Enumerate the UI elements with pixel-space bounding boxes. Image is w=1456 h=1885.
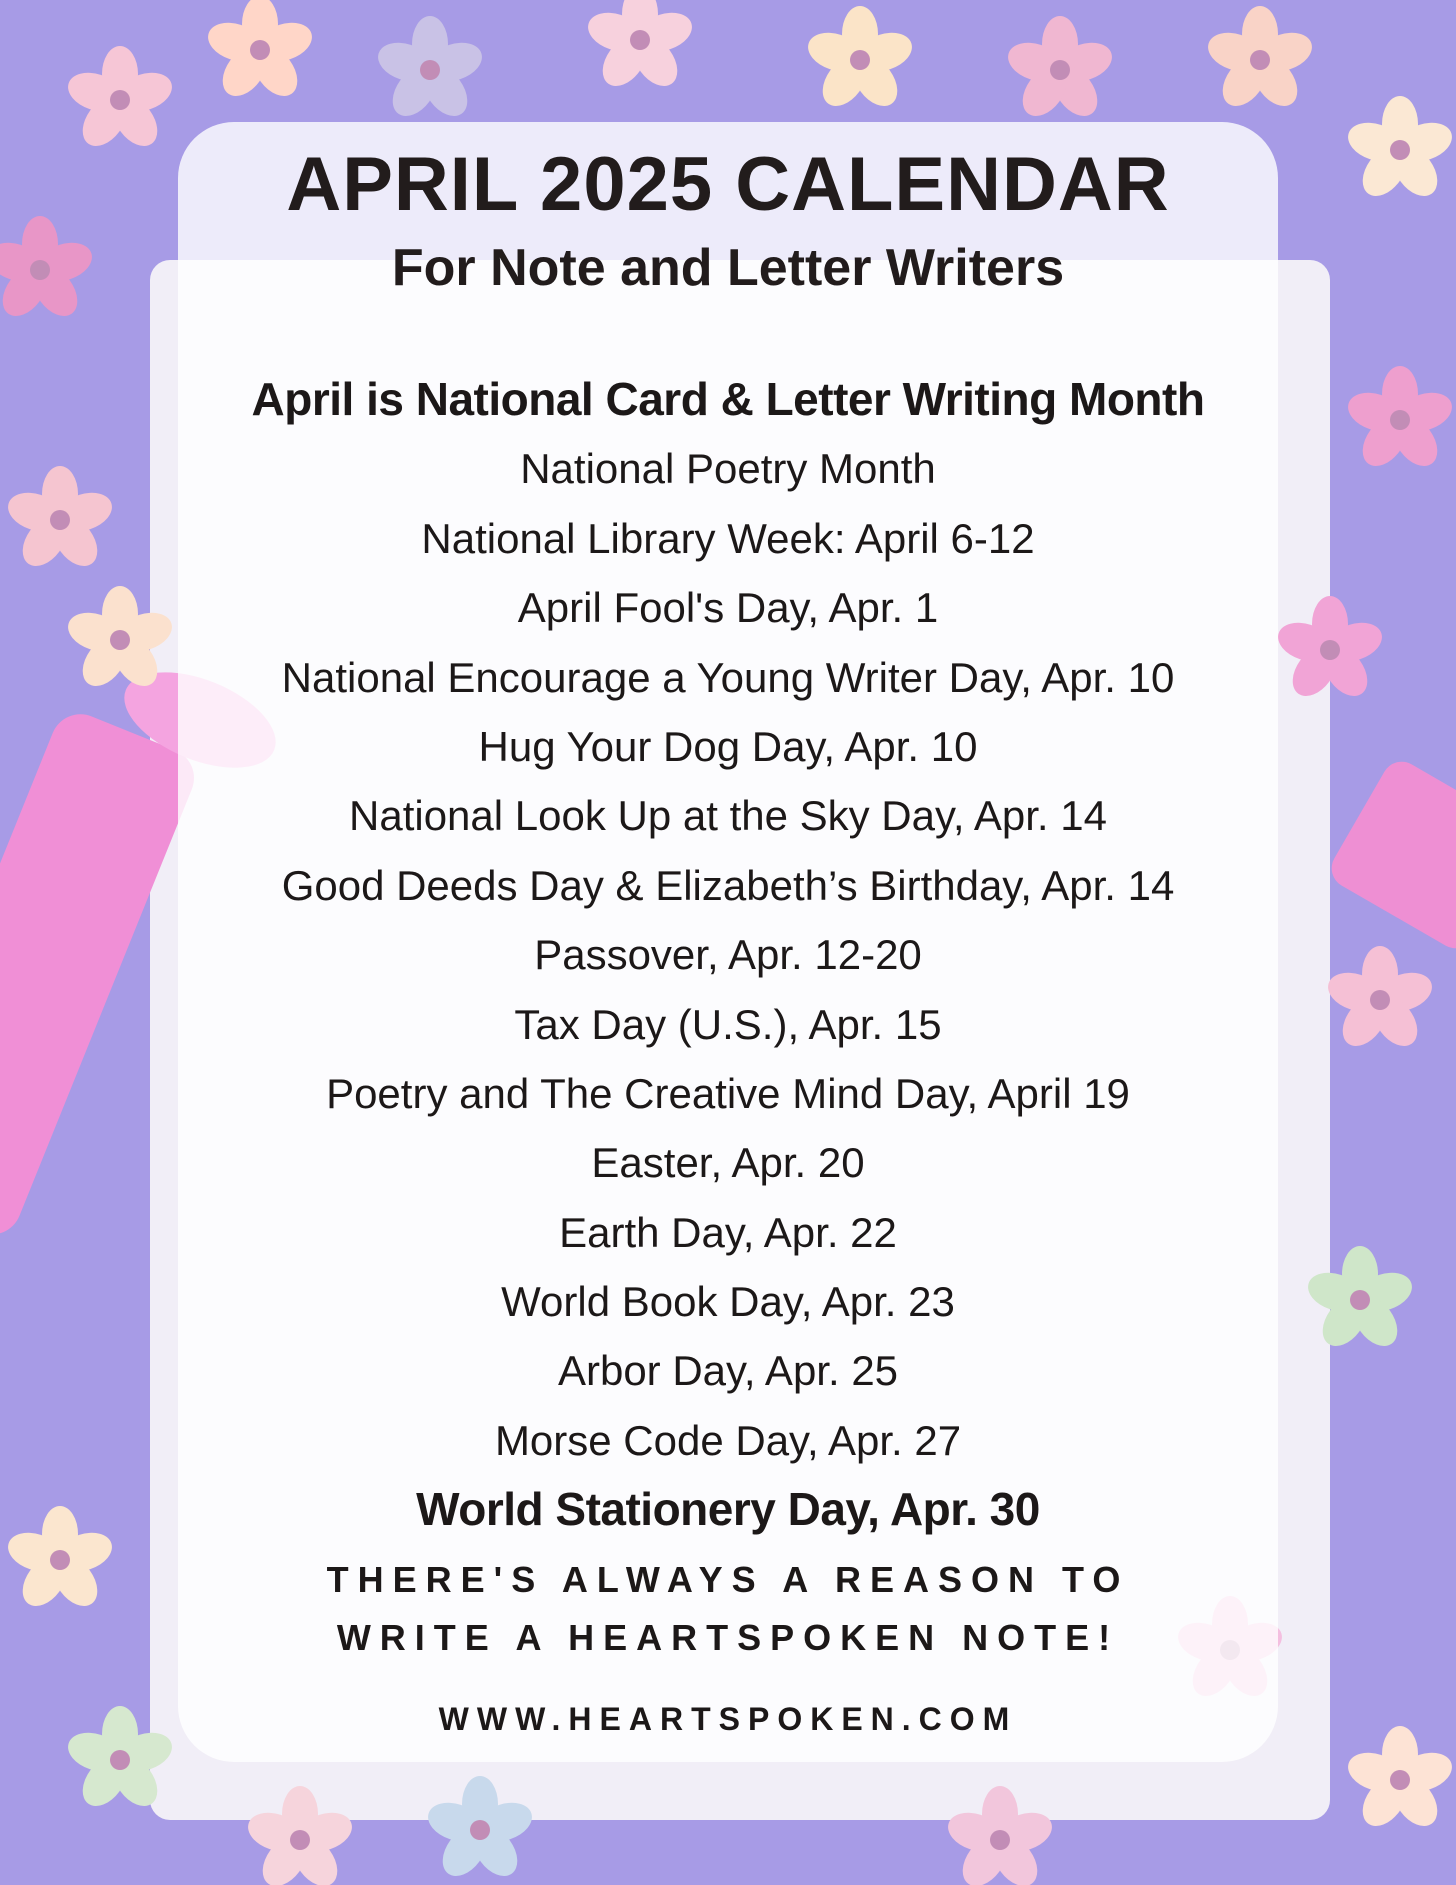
page-subtitle: For Note and Letter Writers xyxy=(391,239,1065,297)
event-item: National Encourage a Young Writer Day, Apr. 10 xyxy=(281,653,1175,701)
event-item: Poetry and The Creative Mind Day, April 19 xyxy=(326,1069,1130,1117)
tagline xyxy=(0,1551,1456,1667)
event-item: Earth Day, Apr. 22 xyxy=(559,1208,897,1256)
website-link[interactable]: WWW.HEARTSPOKEN.COM xyxy=(438,1701,1018,1737)
tagline-line-2: WRITE A HEARTSPOKEN NOTE! xyxy=(336,1617,1120,1658)
event-item: World Stationery Day, Apr. 30 xyxy=(416,1483,1040,1536)
event-item: Morse Code Day, Apr. 27 xyxy=(494,1416,962,1464)
event-item: National Poetry Month xyxy=(520,445,936,493)
page-title: APRIL 2025 CALENDAR xyxy=(286,142,1170,227)
event-item: April Fool's Day, Apr. 1 xyxy=(517,584,939,632)
event-item: Hug Your Dog Day, Apr. 10 xyxy=(478,722,978,770)
event-item: Good Deeds Day & Elizabeth’s Birthday, Apr. 14 xyxy=(281,861,1175,909)
event-item: Arbor Day, Apr. 25 xyxy=(557,1347,899,1395)
event-item: Passover, Apr. 12-20 xyxy=(534,931,922,979)
event-item: National Look Up at the Sky Day, Apr. 14 xyxy=(349,792,1107,840)
event-list xyxy=(0,365,1456,1545)
tagline-line-1: THERE'S ALWAYS A REASON TO xyxy=(326,1559,1130,1600)
event-item: National Library Week: April 6-12 xyxy=(421,514,1035,562)
event-item: Tax Day (U.S.), Apr. 15 xyxy=(514,1000,942,1048)
event-item: Easter, Apr. 20 xyxy=(591,1139,865,1187)
event-item: April is National Card & Letter Writing Month xyxy=(251,373,1205,425)
event-item: World Book Day, Apr. 23 xyxy=(501,1278,955,1326)
